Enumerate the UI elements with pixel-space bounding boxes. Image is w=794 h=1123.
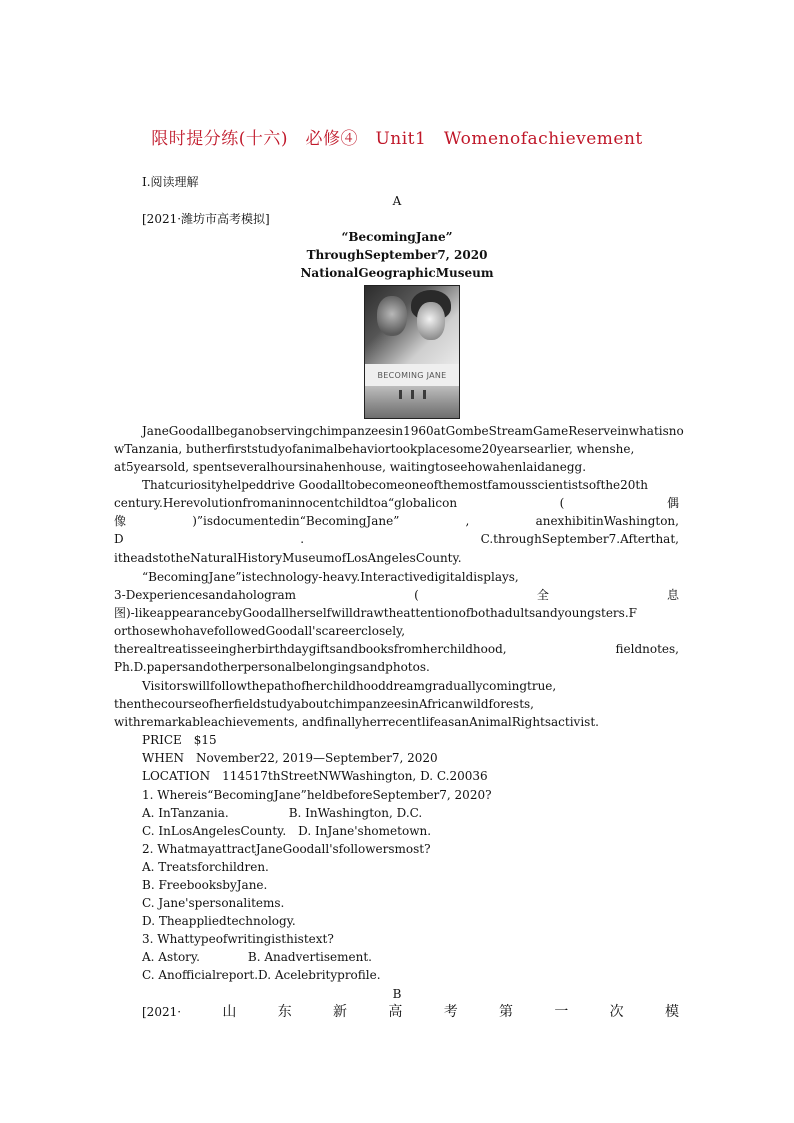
paragraph-line: itheadstotheNaturalHistoryMuseumofLosAngelesCounty. bbox=[114, 551, 462, 565]
paragraph-line: 图)-likeappearancebyGoodallherselfwilldrawtheattentionofbothadultsandyoungsters.F bbox=[114, 606, 637, 620]
location-info: LOCATION 114517thStreetNWWashington, D. C.20036 bbox=[142, 769, 488, 783]
question-option: A. InTanzania. B. InWashington, D.C. bbox=[142, 806, 423, 820]
question-stem: 3. Whattypeofwritingisthistext? bbox=[142, 932, 334, 946]
question-option: D. Theappliedtechnology. bbox=[142, 914, 296, 928]
poster-dates: ThroughSeptember7, 2020 bbox=[306, 248, 488, 262]
paragraph-line: orthosewhohavefollowedGoodall'scareerclosely, bbox=[114, 624, 406, 638]
source-b: [2021· 山 东 新 高 考 第 一 次 模 bbox=[142, 1004, 679, 1020]
paragraph-line: 像 )”isdocumentedin“BecomingJane” , anexhibitinWashington, bbox=[114, 514, 679, 528]
question-option: A. Treatsforchildren. bbox=[142, 860, 269, 874]
paragraph-line: at5yearsold, spentseveralhoursinahenhouse, waitingtoseehowahenlaidanegg. bbox=[114, 460, 587, 474]
paragraph-line: therealtreatisseeingherbirthdaygiftsandbooksfromherchildhood, fieldnotes, bbox=[114, 642, 679, 656]
poster-caption: BECOMING JANE bbox=[365, 364, 459, 386]
question-stem: 1. Whereis“BecomingJane”heldbeforeSeptember7, 2020? bbox=[142, 788, 492, 802]
when-info: WHEN November22, 2019—September7, 2020 bbox=[142, 751, 438, 765]
question-stem: 2. WhatmayattractJaneGoodall'sfollowersmost? bbox=[142, 842, 431, 856]
part-b-label: B bbox=[392, 987, 402, 1001]
page-title: 限时提分练(十六) 必修④ Unit1 Womenofachievement bbox=[151, 129, 643, 149]
question-option: C. Jane'spersonalitems. bbox=[142, 896, 285, 910]
poster-title: “BecomingJane” bbox=[341, 230, 453, 244]
movie-poster-image bbox=[364, 285, 460, 419]
paragraph-line: 3-Dexperiencesandahologram ( 全 息 bbox=[114, 588, 679, 602]
paragraph-line: Thatcuriosityhelpeddrive Goodalltobecomeoneofthemostfamousscientistsofthe20th bbox=[142, 478, 648, 492]
question-option: B. FreebooksbyJane. bbox=[142, 878, 268, 892]
paragraph-line: JaneGoodallbeganobservingchimpanzeesin1960atGombeStreamGameReserveinwhatisno bbox=[142, 424, 684, 438]
question-option: A. Astory. B. Anadvertisement. bbox=[142, 950, 372, 964]
paragraph-line: wTanzania, butherfirststudyofanimalbehaviortookplacesome20yearsearlier, whenshe, bbox=[114, 442, 635, 456]
paragraph-line: century.Herevolutionfromaninnocentchildtoa“globalicon ( 偶 bbox=[114, 496, 679, 510]
question-option: C. Anofficialreport.D. Acelebrityprofile. bbox=[142, 968, 381, 982]
question-option: C. InLosAngelesCounty. D. InJane'shometown. bbox=[142, 824, 432, 838]
paragraph-line: “BecomingJane”istechnology-heavy.Interactivedigitaldisplays, bbox=[142, 570, 519, 584]
paragraph-line: Visitorswillfollowthepathofherchildhooddreamgraduallycomingtrue, bbox=[142, 679, 557, 693]
section-heading: Ⅰ.阅读理解 bbox=[142, 175, 199, 189]
paragraph-line: withremarkableachievements, andfinallyherrecentlifeasanAnimalRightsactivist. bbox=[114, 715, 599, 729]
paragraph-line: Ph.D.papersandotherpersonalbelongingsandphotos. bbox=[114, 660, 430, 674]
source-a: [2021·潍坊市高考模拟] bbox=[142, 212, 270, 226]
paragraph-line: thenthecourseofherfieldstudyaboutchimpanzeesinAfricanwildforests, bbox=[114, 697, 534, 711]
part-a-label: A bbox=[392, 194, 402, 208]
paragraph-line: D . C.throughSeptember7.Afterthat, bbox=[114, 532, 679, 546]
price-info: PRICE $15 bbox=[142, 733, 217, 747]
poster-venue: NationalGeographicMuseum bbox=[300, 266, 494, 280]
